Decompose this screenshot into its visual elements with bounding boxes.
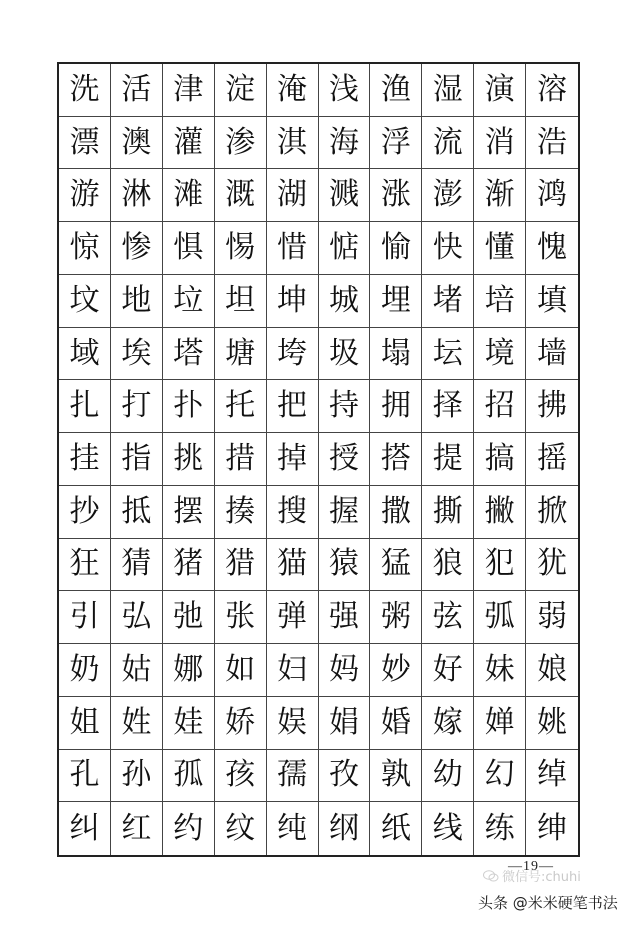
grid-cell: 措	[215, 433, 267, 486]
grid-cell: 妈	[319, 644, 371, 697]
grid-cell: 练	[474, 802, 526, 855]
grid-cell: 拂	[526, 380, 578, 433]
grid-cell: 红	[111, 802, 163, 855]
grid-cell: 垃	[163, 275, 215, 328]
grid-cell: 摇	[526, 433, 578, 486]
grid-cell: 持	[319, 380, 371, 433]
grid-cell: 惕	[215, 222, 267, 275]
grid-cell: 弱	[526, 591, 578, 644]
grid-cell: 纯	[267, 802, 319, 855]
grid-cell: 惧	[163, 222, 215, 275]
grid-cell: 淋	[111, 169, 163, 222]
grid-cell: 娘	[526, 644, 578, 697]
grid-cell: 绅	[537, 810, 568, 846]
grid-cell: 娇	[215, 697, 267, 750]
grid-cell: 孺	[267, 750, 319, 803]
grid-cell: 授	[319, 433, 371, 486]
grid-cell: 流	[422, 117, 474, 170]
grid-cell: 溶	[526, 64, 578, 117]
grid-cell: 孤	[163, 750, 215, 803]
grid-cell: 孰	[370, 750, 422, 803]
grid-cell: 埋	[370, 275, 422, 328]
grid-cell: 搞	[474, 433, 526, 486]
watermark	[483, 866, 581, 885]
grid-cell: 扎	[59, 380, 111, 433]
grid-cell: 妹	[474, 644, 526, 697]
grid-cell: 津	[163, 64, 215, 117]
grid-cell: 弹	[267, 591, 319, 644]
character-grid	[57, 62, 580, 857]
grid-cell: 埃	[111, 328, 163, 381]
grid-cell: 澳	[111, 117, 163, 170]
grid-cell: 妙	[370, 644, 422, 697]
grid-cell: 招	[474, 380, 526, 433]
grid-cell: 掉	[267, 433, 319, 486]
grid-cell: 坤	[267, 275, 319, 328]
grid-cell: 滩	[163, 169, 215, 222]
grid-cell: 孙	[111, 750, 163, 803]
grid-cell: 溉	[215, 169, 267, 222]
grid-cell: 摆	[163, 486, 215, 539]
page-number: —19—	[508, 859, 554, 874]
wechat-icon	[483, 870, 499, 882]
grid-cell: 指	[111, 433, 163, 486]
grid-cell: 揍	[215, 486, 267, 539]
grid-cell: 猫	[267, 539, 319, 592]
grid-cell: 娟	[319, 697, 371, 750]
grid-cell: 抄	[59, 486, 111, 539]
grid-cell: 浅	[319, 64, 371, 117]
grid-cell: 纲	[319, 802, 371, 855]
grid-cell: 掀	[526, 486, 578, 539]
grid-cell: 娜	[163, 644, 215, 697]
grid-cell: 惊	[59, 222, 111, 275]
grid-cell: 漂	[59, 117, 111, 170]
grid-cell: 塌	[370, 328, 422, 381]
grid-cell: 淇	[267, 117, 319, 170]
grid-cell: 湿	[422, 64, 474, 117]
grid-cell: 垮	[267, 328, 319, 381]
grid-cell: 孔	[59, 750, 111, 803]
grid-cell: 纸	[370, 802, 422, 855]
grid-cell: 湖	[267, 169, 319, 222]
grid-cell: 堵	[422, 275, 474, 328]
grid-cell: 愉	[370, 222, 422, 275]
grid-cell: 涨	[370, 169, 422, 222]
grid-cell: 幻	[474, 750, 526, 803]
grid-cell: 姓	[111, 697, 163, 750]
grid-cell: 引	[59, 591, 111, 644]
grid-cell: 溅	[319, 169, 371, 222]
grid-cell: 猪	[163, 539, 215, 592]
grid-cell: 择	[422, 380, 474, 433]
grid-cell: 圾	[319, 328, 371, 381]
grid-cell: 海	[319, 117, 371, 170]
grid-cell: 张	[215, 591, 267, 644]
grid-cell: 弦	[422, 591, 474, 644]
grid-cell: 填	[526, 275, 578, 328]
grid-cell: 狼	[422, 539, 474, 592]
grid-cell: 犹	[526, 539, 578, 592]
grid-cell: 姚	[526, 697, 578, 750]
grid-cell: 弛	[163, 591, 215, 644]
grid-cell: 猜	[111, 539, 163, 592]
grid-cell: 懂	[474, 222, 526, 275]
grid-cell: 淹	[267, 64, 319, 117]
grid-cell: 惦	[319, 222, 371, 275]
grid-cell: 约	[163, 802, 215, 855]
grid-cell: 托	[215, 380, 267, 433]
grid-cell: 把	[267, 380, 319, 433]
grid-cell: 浩	[526, 117, 578, 170]
grid-cell: 洗	[59, 64, 111, 117]
grid-cell: 演	[474, 64, 526, 117]
grid-cell: 活	[111, 64, 163, 117]
source-label: 头条 @米米硬笔书法	[478, 894, 618, 912]
grid-cell: 嫁	[422, 697, 474, 750]
grid-cell: 幼	[422, 750, 474, 803]
grid-cell: 线	[422, 802, 474, 855]
grid-cell: 粥	[370, 591, 422, 644]
grid-cell: 奶	[59, 644, 111, 697]
grid-cell: 撕	[422, 486, 474, 539]
grid-cell: 娱	[267, 697, 319, 750]
grid-cell: 渐	[474, 169, 526, 222]
grid-cell: 好	[422, 644, 474, 697]
grid-cell: 抵	[111, 486, 163, 539]
grid-cell: 孩	[215, 750, 267, 803]
grid-cell: 惜	[267, 222, 319, 275]
grid-cell: 姐	[59, 697, 111, 750]
grid-cell: 打	[111, 380, 163, 433]
grid-cell: 坦	[215, 275, 267, 328]
grid-cell: 握	[319, 486, 371, 539]
grid-cell: 游	[59, 169, 111, 222]
grid-cell: 渗	[215, 117, 267, 170]
watermark-text: 微信号:chuhi	[502, 870, 581, 885]
grid-cell: 澎	[422, 169, 474, 222]
grid-cell: 绰	[526, 750, 578, 803]
grid-cell: 猿	[319, 539, 371, 592]
grid-cell: 域	[59, 328, 111, 381]
grid-cell: 愧	[526, 222, 578, 275]
grid-cell: 提	[422, 433, 474, 486]
grid-cell: 地	[111, 275, 163, 328]
grid-cell: 婵	[474, 697, 526, 750]
grid-cell: 婚	[370, 697, 422, 750]
grid-cell: 灌	[163, 117, 215, 170]
grid-cell: 搭	[370, 433, 422, 486]
grid-cell: 姑	[111, 644, 163, 697]
grid-cell: 狂	[59, 539, 111, 592]
grid-cell: 消	[474, 117, 526, 170]
grid-cell: 鸿	[526, 169, 578, 222]
grid-cell: 快	[422, 222, 474, 275]
grid-cell: 纠	[59, 802, 111, 855]
grid-cell: 弧	[474, 591, 526, 644]
grid-cell: 塔	[163, 328, 215, 381]
grid-cell: 淀	[215, 64, 267, 117]
grid-cell: 妇	[267, 644, 319, 697]
grid-cell: 娃	[163, 697, 215, 750]
grid-cell: 撒	[370, 486, 422, 539]
grid-cell: 城	[319, 275, 371, 328]
grid-cell: 纹	[215, 802, 267, 855]
grid-cell: 弘	[111, 591, 163, 644]
grid-cell: 坟	[59, 275, 111, 328]
grid-cell: 墙	[526, 328, 578, 381]
grid-cell: 挂	[59, 433, 111, 486]
grid-cell: 境	[474, 328, 526, 381]
grid-cell: 如	[215, 644, 267, 697]
grid-cell: 挑	[163, 433, 215, 486]
grid-cell: 惨	[111, 222, 163, 275]
grid-cell: 搜	[267, 486, 319, 539]
grid-cell: 猛	[370, 539, 422, 592]
grid-cell: 猎	[215, 539, 267, 592]
grid-cell: 强	[319, 591, 371, 644]
grid-cell: 坛	[422, 328, 474, 381]
grid-cell: 犯	[474, 539, 526, 592]
grid-cell: 撇	[474, 486, 526, 539]
grid-cell: 培	[474, 275, 526, 328]
grid-cell: 孜	[319, 750, 371, 803]
grid-cell: 浮	[370, 117, 422, 170]
grid-cell: 拥	[370, 380, 422, 433]
grid-cell: 渔	[370, 64, 422, 117]
grid-cell: 扑	[163, 380, 215, 433]
grid-cell: 塘	[215, 328, 267, 381]
